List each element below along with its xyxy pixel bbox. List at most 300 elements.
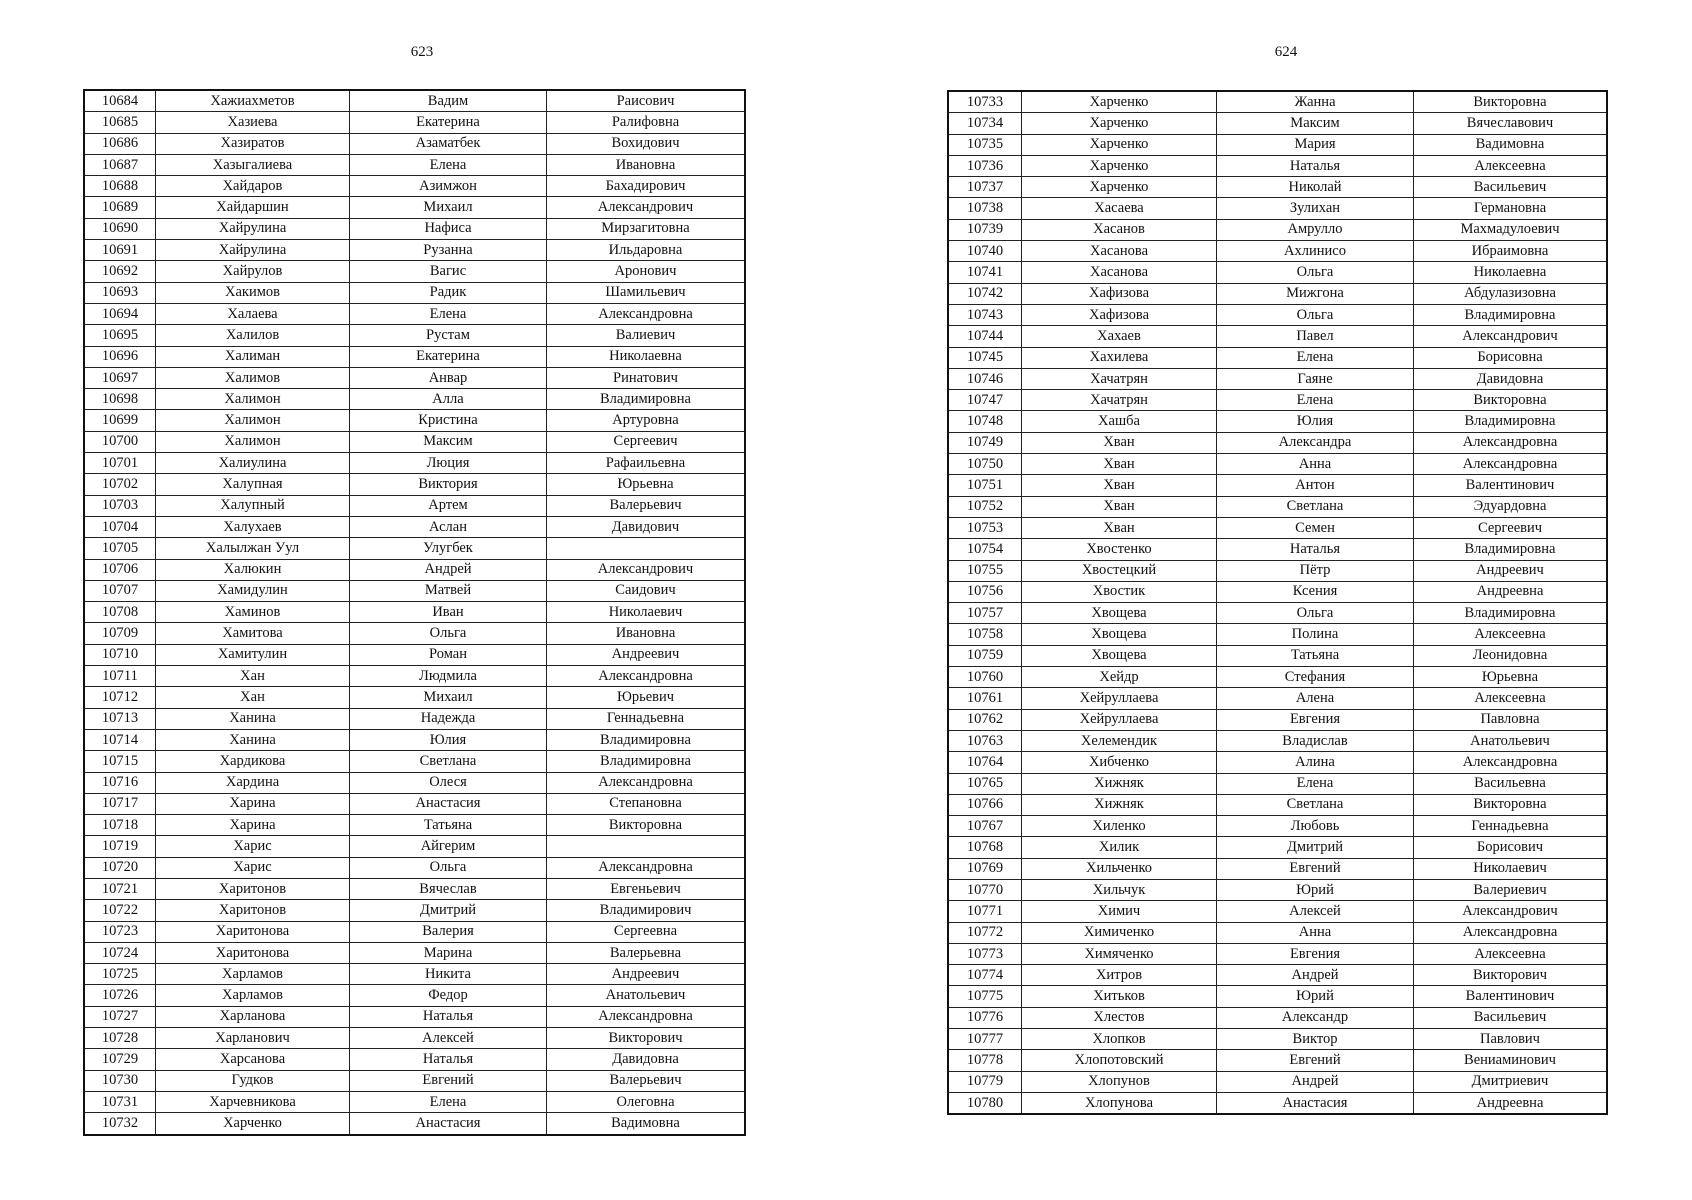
- record-number-cell: 10703: [84, 495, 156, 516]
- surname-cell: Харитонова: [156, 921, 350, 942]
- patronymic-cell: Ильдаровна: [547, 240, 746, 261]
- first-name-cell: Екатерина: [350, 346, 547, 367]
- first-name-cell: Ольга: [1217, 304, 1414, 325]
- patronymic-cell: Алексеевна: [1414, 688, 1608, 709]
- table-row: [84, 389, 745, 410]
- first-name-cell: Федор: [350, 985, 547, 1006]
- surname-cell: Харина: [156, 793, 350, 814]
- record-number-cell: 10723: [84, 921, 156, 942]
- patronymic-cell: Александрович: [547, 197, 746, 218]
- record-number-cell: 10709: [84, 623, 156, 644]
- table-row: [84, 857, 745, 878]
- patronymic-cell: Геннадьевна: [1414, 816, 1608, 837]
- surname-cell: Хазиева: [156, 112, 350, 133]
- surname-cell: Харченко: [1022, 177, 1217, 198]
- first-name-cell: Амрулло: [1217, 219, 1414, 240]
- surname-cell: Хван: [1022, 517, 1217, 538]
- table-row: [948, 922, 1607, 943]
- first-name-cell: Дмитрий: [350, 900, 547, 921]
- first-name-cell: Вадим: [350, 90, 547, 112]
- table-row: [948, 326, 1607, 347]
- table-row: [948, 219, 1607, 240]
- first-name-cell: Михаил: [350, 687, 547, 708]
- table-row: [948, 177, 1607, 198]
- record-number-cell: 10763: [948, 730, 1022, 751]
- first-name-cell: Наталья: [1217, 155, 1414, 176]
- patronymic-cell: Владимировна: [547, 389, 746, 410]
- table-row: [948, 517, 1607, 538]
- table-row: [948, 709, 1607, 730]
- record-number-cell: 10698: [84, 389, 156, 410]
- first-name-cell: Евгения: [1217, 709, 1414, 730]
- first-name-cell: Елена: [350, 1091, 547, 1112]
- surname-cell: Гудков: [156, 1070, 350, 1091]
- surname-cell: Хамидулин: [156, 580, 350, 601]
- record-number-cell: 10756: [948, 581, 1022, 602]
- record-number-cell: 10722: [84, 900, 156, 921]
- table-row: [948, 752, 1607, 773]
- surname-cell: Хитров: [1022, 965, 1217, 986]
- record-number-cell: 10758: [948, 624, 1022, 645]
- patronymic-cell: Вохидович: [547, 133, 746, 154]
- first-name-cell: Олеся: [350, 772, 547, 793]
- patronymic-cell: Викторовна: [1414, 794, 1608, 815]
- surname-cell: Химиченко: [1022, 922, 1217, 943]
- patronymic-cell: Давидович: [547, 516, 746, 537]
- record-number-cell: 10746: [948, 368, 1022, 389]
- roster-table-left: [83, 89, 746, 1136]
- patronymic-cell: Сергеевич: [1414, 517, 1608, 538]
- table-row: [948, 1007, 1607, 1028]
- record-number-cell: 10692: [84, 261, 156, 282]
- record-number-cell: 10774: [948, 965, 1022, 986]
- record-number-cell: 10697: [84, 367, 156, 388]
- record-number-cell: 10752: [948, 496, 1022, 517]
- table-row: [948, 816, 1607, 837]
- record-number-cell: 10725: [84, 964, 156, 985]
- surname-cell: Хафизова: [1022, 283, 1217, 304]
- first-name-cell: Полина: [1217, 624, 1414, 645]
- first-name-cell: Ольга: [350, 857, 547, 878]
- record-number-cell: 10767: [948, 816, 1022, 837]
- first-name-cell: Радик: [350, 282, 547, 303]
- first-name-cell: Юлия: [1217, 411, 1414, 432]
- table-row: [948, 560, 1607, 581]
- patronymic-cell: Валентинович: [1414, 475, 1608, 496]
- table-row: [84, 303, 745, 324]
- surname-cell: Харсанова: [156, 1049, 350, 1070]
- first-name-cell: Анастасия: [350, 1113, 547, 1135]
- first-name-cell: Дмитрий: [1217, 837, 1414, 858]
- surname-cell: Хвостецкий: [1022, 560, 1217, 581]
- first-name-cell: Анастасия: [350, 793, 547, 814]
- patronymic-cell: Ивановна: [547, 623, 746, 644]
- record-number-cell: 10699: [84, 410, 156, 431]
- first-name-cell: Валерия: [350, 921, 547, 942]
- table-row: [948, 965, 1607, 986]
- surname-cell: Халимон: [156, 410, 350, 431]
- first-name-cell: Вагис: [350, 261, 547, 282]
- record-number-cell: 10754: [948, 539, 1022, 560]
- table-row: [948, 368, 1607, 389]
- first-name-cell: Азимжон: [350, 176, 547, 197]
- record-number-cell: 10696: [84, 346, 156, 367]
- table-row: [948, 901, 1607, 922]
- table-row: [84, 133, 745, 154]
- record-number-cell: 10719: [84, 836, 156, 857]
- table-row: [948, 113, 1607, 134]
- first-name-cell: Андрей: [1217, 965, 1414, 986]
- patronymic-cell: Александровна: [547, 772, 746, 793]
- record-number-cell: 10766: [948, 794, 1022, 815]
- patronymic-cell: Степановна: [547, 793, 746, 814]
- table-row: [948, 773, 1607, 794]
- surname-cell: Халупная: [156, 474, 350, 495]
- patronymic-cell: Алексеевна: [1414, 155, 1608, 176]
- patronymic-cell: [547, 538, 746, 559]
- record-number-cell: 10771: [948, 901, 1022, 922]
- table-row: [948, 262, 1607, 283]
- table-row: [84, 112, 745, 133]
- table-row: [84, 240, 745, 261]
- table-row: [84, 985, 745, 1006]
- surname-cell: Хайдаров: [156, 176, 350, 197]
- first-name-cell: Никита: [350, 964, 547, 985]
- table-row: [84, 580, 745, 601]
- first-name-cell: Ольга: [1217, 603, 1414, 624]
- surname-cell: Харченко: [156, 1113, 350, 1135]
- record-number-cell: 10779: [948, 1071, 1022, 1092]
- surname-cell: Харис: [156, 836, 350, 857]
- table-row: [84, 261, 745, 282]
- table-row: [84, 1049, 745, 1070]
- surname-cell: Хасаева: [1022, 198, 1217, 219]
- table-row: [948, 155, 1607, 176]
- first-name-cell: Жанна: [1217, 91, 1414, 113]
- first-name-cell: Татьяна: [1217, 645, 1414, 666]
- table-row: [84, 1028, 745, 1049]
- record-number-cell: 10760: [948, 667, 1022, 688]
- record-number-cell: 10776: [948, 1007, 1022, 1028]
- table-row: [948, 283, 1607, 304]
- table-row: [84, 559, 745, 580]
- patronymic-cell: Анатольевич: [1414, 730, 1608, 751]
- record-number-cell: 10711: [84, 666, 156, 687]
- patronymic-cell: Владимировна: [1414, 304, 1608, 325]
- table-row: [84, 367, 745, 388]
- record-number-cell: 10710: [84, 644, 156, 665]
- table-row: [84, 197, 745, 218]
- surname-cell: Хвостик: [1022, 581, 1217, 602]
- record-number-cell: 10772: [948, 922, 1022, 943]
- surname-cell: Халупный: [156, 495, 350, 516]
- first-name-cell: Стефания: [1217, 667, 1414, 688]
- table-row: [84, 218, 745, 239]
- first-name-cell: Екатерина: [350, 112, 547, 133]
- table-row: [84, 793, 745, 814]
- record-number-cell: 10694: [84, 303, 156, 324]
- surname-cell: Харланова: [156, 1006, 350, 1027]
- first-name-cell: Юрий: [1217, 986, 1414, 1007]
- record-number-cell: 10705: [84, 538, 156, 559]
- surname-cell: Хвощева: [1022, 603, 1217, 624]
- patronymic-cell: Александровна: [1414, 432, 1608, 453]
- record-number-cell: 10778: [948, 1050, 1022, 1071]
- patronymic-cell: Андреевич: [1414, 560, 1608, 581]
- patronymic-cell: Александровна: [547, 303, 746, 324]
- table-row: [84, 90, 745, 112]
- surname-cell: Хайрулина: [156, 240, 350, 261]
- table-row: [84, 815, 745, 836]
- patronymic-cell: Андреевич: [547, 964, 746, 985]
- record-number-cell: 10704: [84, 516, 156, 537]
- surname-cell: Хван: [1022, 496, 1217, 517]
- surname-cell: Хильчук: [1022, 879, 1217, 900]
- record-number-cell: 10721: [84, 878, 156, 899]
- surname-cell: Хазыгалиева: [156, 154, 350, 175]
- first-name-cell: Анвар: [350, 367, 547, 388]
- table-row: [948, 1071, 1607, 1092]
- surname-cell: Хейдр: [1022, 667, 1217, 688]
- patronymic-cell: Мирзагитовна: [547, 218, 746, 239]
- surname-cell: Харитонова: [156, 942, 350, 963]
- surname-cell: Химяченко: [1022, 943, 1217, 964]
- table-row: [84, 644, 745, 665]
- patronymic-cell: Дмитриевич: [1414, 1071, 1608, 1092]
- surname-cell: Хачатрян: [1022, 368, 1217, 389]
- surname-cell: Хижняк: [1022, 794, 1217, 815]
- surname-cell: Халюкин: [156, 559, 350, 580]
- record-number-cell: 10688: [84, 176, 156, 197]
- patronymic-cell: Андреевна: [1414, 581, 1608, 602]
- surname-cell: Химич: [1022, 901, 1217, 922]
- record-number-cell: 10738: [948, 198, 1022, 219]
- record-number-cell: 10706: [84, 559, 156, 580]
- table-row: [84, 282, 745, 303]
- patronymic-cell: Викторович: [547, 1028, 746, 1049]
- table-row: [948, 1050, 1607, 1071]
- surname-cell: Хайрулов: [156, 261, 350, 282]
- record-number-cell: 10730: [84, 1070, 156, 1091]
- patronymic-cell: Шамильевич: [547, 282, 746, 303]
- first-name-cell: Артем: [350, 495, 547, 516]
- first-name-cell: Антон: [1217, 475, 1414, 496]
- patronymic-cell: Валерьевич: [547, 495, 746, 516]
- first-name-cell: Матвей: [350, 580, 547, 601]
- surname-cell: Хейруллаева: [1022, 709, 1217, 730]
- patronymic-cell: Павлович: [1414, 1029, 1608, 1050]
- surname-cell: Хван: [1022, 432, 1217, 453]
- patronymic-cell: Абдулазизовна: [1414, 283, 1608, 304]
- patronymic-cell: Владимировна: [547, 729, 746, 750]
- surname-cell: Харченко: [1022, 155, 1217, 176]
- patronymic-cell: Валерьевна: [547, 942, 746, 963]
- patronymic-cell: Николаевна: [547, 346, 746, 367]
- record-number-cell: 10734: [948, 113, 1022, 134]
- table-row: [84, 538, 745, 559]
- patronymic-cell: Юрьевна: [547, 474, 746, 495]
- patronymic-cell: Николаевич: [547, 602, 746, 623]
- first-name-cell: Елена: [350, 303, 547, 324]
- patronymic-cell: Владимирович: [547, 900, 746, 921]
- patronymic-cell: Валериевич: [1414, 879, 1608, 900]
- table-row: [84, 325, 745, 346]
- table-row: [84, 964, 745, 985]
- first-name-cell: Павел: [1217, 326, 1414, 347]
- record-number-cell: 10742: [948, 283, 1022, 304]
- patronymic-cell: Андреевич: [547, 644, 746, 665]
- record-number-cell: 10765: [948, 773, 1022, 794]
- first-name-cell: Анна: [1217, 454, 1414, 475]
- first-name-cell: Елена: [1217, 773, 1414, 794]
- record-number-cell: 10764: [948, 752, 1022, 773]
- first-name-cell: Мижгона: [1217, 283, 1414, 304]
- first-name-cell: Роман: [350, 644, 547, 665]
- table-row: [84, 942, 745, 963]
- table-row: [948, 539, 1607, 560]
- record-number-cell: 10761: [948, 688, 1022, 709]
- surname-cell: Хардикова: [156, 751, 350, 772]
- patronymic-cell: Алексеевна: [1414, 943, 1608, 964]
- surname-cell: Халиман: [156, 346, 350, 367]
- record-number-cell: 10755: [948, 560, 1022, 581]
- record-number-cell: 10726: [84, 985, 156, 1006]
- table-row: [948, 475, 1607, 496]
- patronymic-cell: Александрович: [1414, 326, 1608, 347]
- table-row: [84, 1070, 745, 1091]
- surname-cell: Хелемендик: [1022, 730, 1217, 751]
- patronymic-cell: Александровна: [547, 1006, 746, 1027]
- table-row: [948, 986, 1607, 1007]
- first-name-cell: Ксения: [1217, 581, 1414, 602]
- first-name-cell: Люция: [350, 453, 547, 474]
- table-row: [948, 454, 1607, 475]
- surname-cell: Харченко: [1022, 91, 1217, 113]
- record-number-cell: 10701: [84, 453, 156, 474]
- first-name-cell: Максим: [350, 431, 547, 452]
- surname-cell: Халылжан Уул: [156, 538, 350, 559]
- surname-cell: Хайрулина: [156, 218, 350, 239]
- record-number-cell: 10749: [948, 432, 1022, 453]
- table-row: [84, 751, 745, 772]
- record-number-cell: 10724: [84, 942, 156, 963]
- patronymic-cell: Алексеевна: [1414, 624, 1608, 645]
- table-row: [948, 411, 1607, 432]
- record-number-cell: 10691: [84, 240, 156, 261]
- first-name-cell: Вячеслав: [350, 878, 547, 899]
- record-number-cell: 10733: [948, 91, 1022, 113]
- surname-cell: Хачатрян: [1022, 390, 1217, 411]
- patronymic-cell: Викторовна: [547, 815, 746, 836]
- patronymic-cell: Сергеевна: [547, 921, 746, 942]
- first-name-cell: Андрей: [1217, 1071, 1414, 1092]
- patronymic-cell: Владимировна: [1414, 411, 1608, 432]
- table-row: [84, 836, 745, 857]
- record-number-cell: 10769: [948, 858, 1022, 879]
- record-number-cell: 10768: [948, 837, 1022, 858]
- patronymic-cell: Вениаминович: [1414, 1050, 1608, 1071]
- surname-cell: Хильченко: [1022, 858, 1217, 879]
- first-name-cell: Рузанна: [350, 240, 547, 261]
- record-number-cell: 10712: [84, 687, 156, 708]
- record-number-cell: 10707: [84, 580, 156, 601]
- table-row: [948, 390, 1607, 411]
- first-name-cell: Аслан: [350, 516, 547, 537]
- roster-table-right: [947, 90, 1608, 1115]
- record-number-cell: 10736: [948, 155, 1022, 176]
- first-name-cell: Алексей: [350, 1028, 547, 1049]
- patronymic-cell: Викторович: [1414, 965, 1608, 986]
- first-name-cell: Евгений: [1217, 858, 1414, 879]
- surname-cell: Хлопотовский: [1022, 1050, 1217, 1071]
- surname-cell: Хвощева: [1022, 624, 1217, 645]
- patronymic-cell: Андреевна: [1414, 1092, 1608, 1114]
- patronymic-cell: Борисовна: [1414, 347, 1608, 368]
- first-name-cell: Юрий: [1217, 879, 1414, 900]
- patronymic-cell: Васильевна: [1414, 773, 1608, 794]
- first-name-cell: Светлана: [1217, 496, 1414, 517]
- surname-cell: Хакимов: [156, 282, 350, 303]
- table-row: [948, 241, 1607, 262]
- patronymic-cell: Александровна: [547, 857, 746, 878]
- surname-cell: Хлестов: [1022, 1007, 1217, 1028]
- first-name-cell: Ольга: [1217, 262, 1414, 283]
- first-name-cell: Мария: [1217, 134, 1414, 155]
- record-number-cell: 10702: [84, 474, 156, 495]
- surname-cell: Хайдаршин: [156, 197, 350, 218]
- record-number-cell: 10751: [948, 475, 1022, 496]
- surname-cell: Хилик: [1022, 837, 1217, 858]
- first-name-cell: Гаяне: [1217, 368, 1414, 389]
- table-row: [84, 410, 745, 431]
- table-row: [948, 688, 1607, 709]
- surname-cell: Хасанова: [1022, 262, 1217, 283]
- patronymic-cell: Вадимовна: [547, 1113, 746, 1135]
- record-number-cell: 10728: [84, 1028, 156, 1049]
- first-name-cell: Анастасия: [1217, 1092, 1414, 1114]
- surname-cell: Халухаев: [156, 516, 350, 537]
- record-number-cell: 10743: [948, 304, 1022, 325]
- surname-cell: Халиулина: [156, 453, 350, 474]
- first-name-cell: Елена: [1217, 347, 1414, 368]
- table-row: [948, 1092, 1607, 1114]
- patronymic-cell: Александрович: [547, 559, 746, 580]
- surname-cell: Хлопунов: [1022, 1071, 1217, 1092]
- surname-cell: Харитонов: [156, 900, 350, 921]
- surname-cell: Харина: [156, 815, 350, 836]
- first-name-cell: Евгения: [1217, 943, 1414, 964]
- record-number-cell: 10708: [84, 602, 156, 623]
- table-row: [948, 837, 1607, 858]
- surname-cell: Хамитулин: [156, 644, 350, 665]
- table-row: [84, 495, 745, 516]
- record-number-cell: 10777: [948, 1029, 1022, 1050]
- first-name-cell: Алла: [350, 389, 547, 410]
- table-row: [948, 794, 1607, 815]
- record-number-cell: 10775: [948, 986, 1022, 1007]
- first-name-cell: Александра: [1217, 432, 1414, 453]
- first-name-cell: Александр: [1217, 1007, 1414, 1028]
- first-name-cell: Андрей: [350, 559, 547, 580]
- patronymic-cell: Александровна: [1414, 752, 1608, 773]
- first-name-cell: Пётр: [1217, 560, 1414, 581]
- first-name-cell: Виктор: [1217, 1029, 1414, 1050]
- table-row: [84, 453, 745, 474]
- surname-cell: Хафизова: [1022, 304, 1217, 325]
- record-number-cell: 10735: [948, 134, 1022, 155]
- record-number-cell: 10737: [948, 177, 1022, 198]
- patronymic-cell: Леонидовна: [1414, 645, 1608, 666]
